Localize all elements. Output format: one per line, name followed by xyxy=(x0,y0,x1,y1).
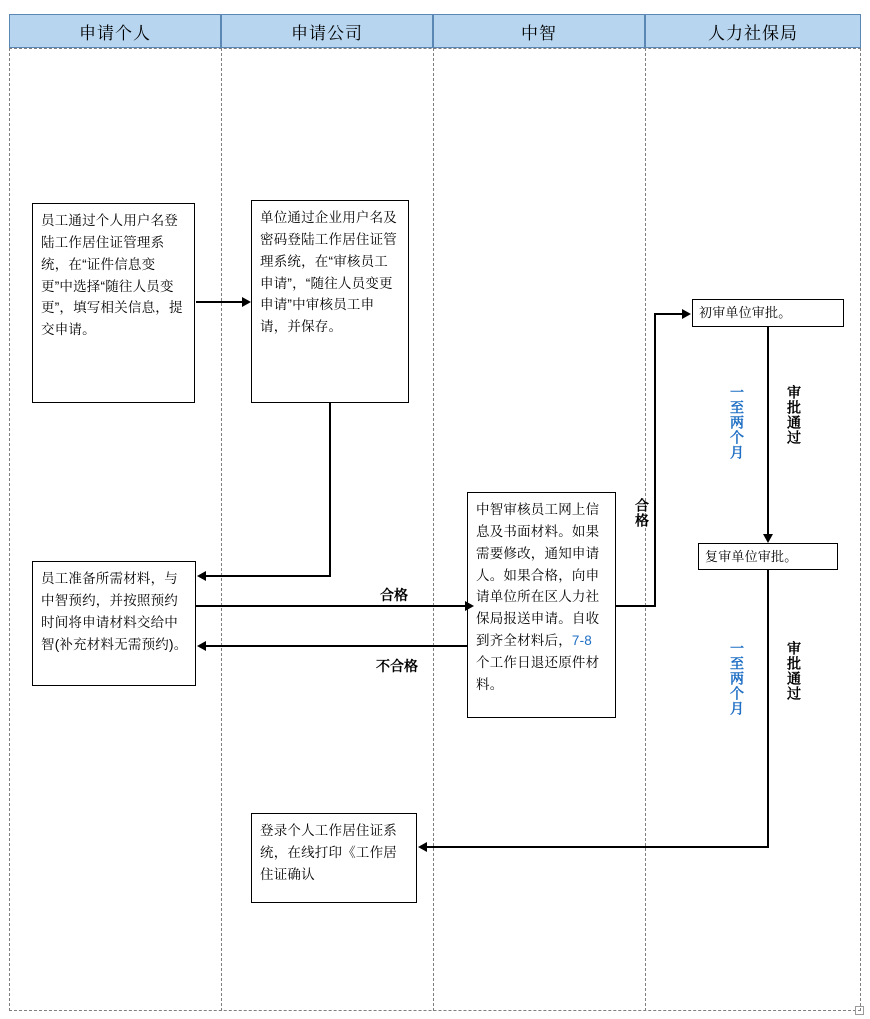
connector-zhizhi-to-bureau xyxy=(616,605,656,607)
connector-individual-to-company xyxy=(196,301,242,303)
box-first-approval: 初审单位审批。 xyxy=(692,299,844,327)
corner-resize-handle xyxy=(855,1006,864,1015)
edge-label-one-to-two-months-1: 一至两个月 xyxy=(729,385,745,460)
connector-company-down xyxy=(329,403,331,577)
lane-header-label: 申请个人 xyxy=(79,23,151,43)
connector-second-down xyxy=(767,570,769,848)
edge-label-one-to-two-months-2: 一至两个月 xyxy=(729,641,745,716)
lane-header-bureau xyxy=(645,14,861,48)
box-second-approval: 复审单位审批。 xyxy=(698,543,838,570)
box-company-review: 单位通过企业用户名及密码登陆工作居住证管理系统，在“审核员工申请”，“随往人员变更申请”中审核员工申请，并保存。 xyxy=(251,200,409,403)
box-prepare-materials: 员工准备所需材料，与中智预约，并按照预约时间将申请材料交给中智(补充材料无需预约)。 xyxy=(32,561,196,686)
lane-header-zhizhi xyxy=(433,14,645,48)
connector-prepare-to-zhizhi xyxy=(196,605,468,607)
zhizhi-review-text-2: 个工作日退还原件材料。 xyxy=(476,655,600,692)
arrowhead-first-to-second xyxy=(763,534,773,543)
edge-label-fail: 不合格 xyxy=(376,658,418,674)
box-zhizhi-review xyxy=(467,492,616,718)
connector-company-to-prepare xyxy=(206,575,331,577)
arrowhead-company-to-prepare xyxy=(197,571,206,581)
lane-frame xyxy=(9,48,861,1011)
edge-label-approved-1: 审批通过 xyxy=(786,385,802,445)
lane-header-label: 申请公司 xyxy=(291,23,363,43)
edge-label-pass: 合格 xyxy=(380,587,408,603)
arrowhead-individual-to-company xyxy=(242,297,251,307)
arrowhead-zhizhi-to-prepare xyxy=(197,641,206,651)
arrowhead-prepare-to-zhizhi xyxy=(465,601,474,611)
box-print-confirm: 登录个人工作居住证系统，在线打印《工作居住证确认 xyxy=(251,813,417,903)
connector-zhizhi-up xyxy=(654,313,656,607)
box-individual-apply: 员工通过个人用户名登陆工作居住证管理系统，在“证件信息变更”中选择“随往人员变更”，填写相关信息，提交申请。 xyxy=(32,203,195,403)
lane-divider-3 xyxy=(645,48,646,1011)
zhizhi-review-text-1: 中智审核员工网上信息及书面材料。如果需要修改，通知申请人。如果合格，向申请单位所在区人力社保局报送申请。自收到齐全材料后， xyxy=(476,502,600,649)
connector-second-to-print xyxy=(427,846,769,848)
lane-header-label: 中智 xyxy=(521,23,557,43)
arrowhead-second-to-print xyxy=(418,842,427,852)
connector-bureau-first-in xyxy=(654,313,682,315)
connector-first-to-second xyxy=(767,327,769,534)
lane-divider-1 xyxy=(221,48,222,1011)
lane-divider-2 xyxy=(433,48,434,1011)
edge-label-qualified-vertical: 合格 xyxy=(634,498,650,528)
lane-header-company xyxy=(221,14,433,48)
connector-zhizhi-to-prepare xyxy=(206,645,468,647)
arrowhead-to-first-approval xyxy=(682,309,691,319)
zhizhi-review-days: 7-8 xyxy=(571,633,593,649)
edge-label-approved-2: 审批通过 xyxy=(786,641,802,701)
lane-header-individual xyxy=(9,14,221,48)
lane-header-label: 人力社保局 xyxy=(708,23,798,43)
